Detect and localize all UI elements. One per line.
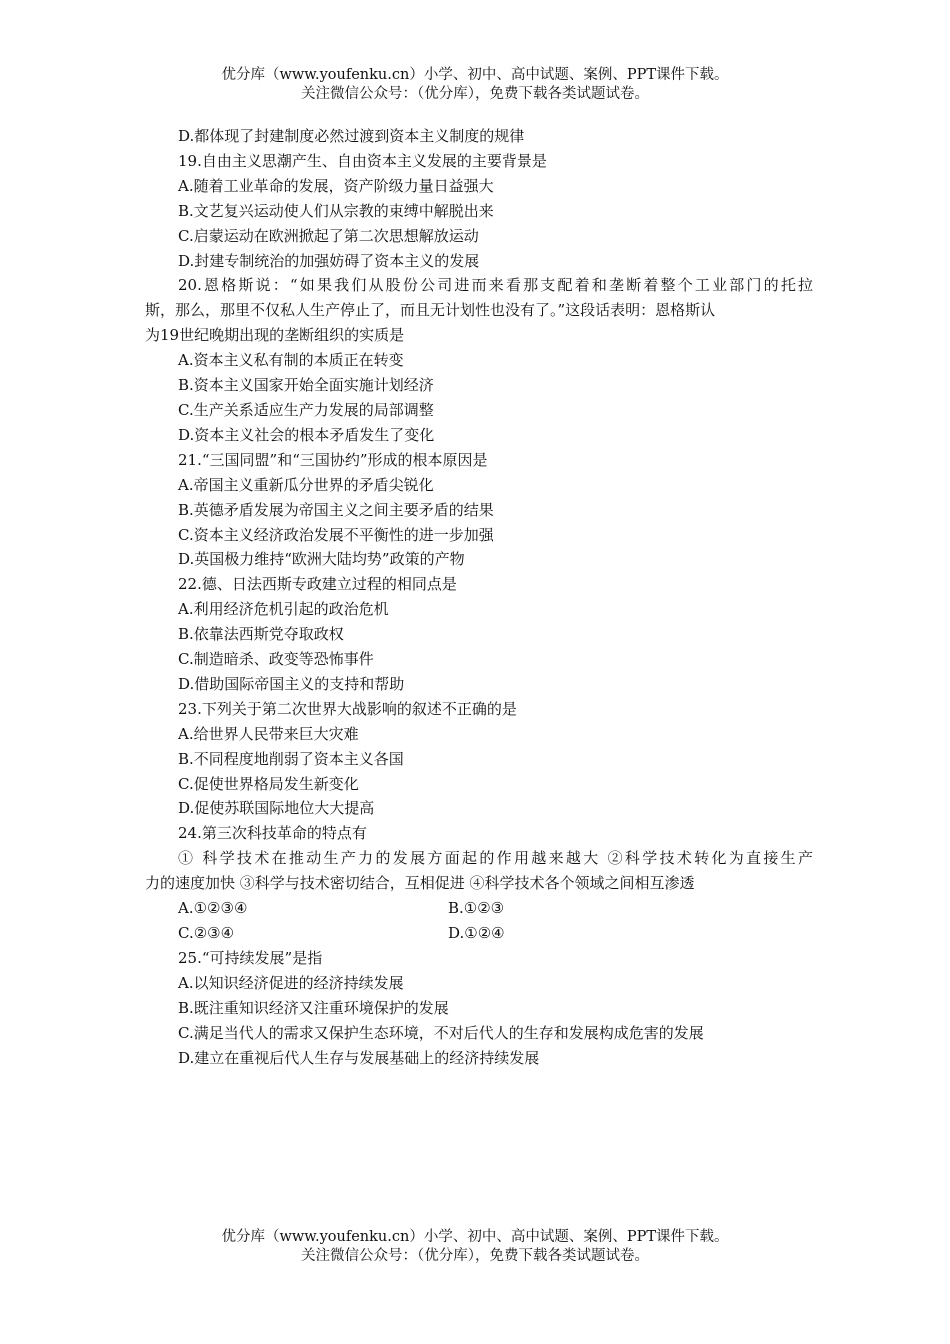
q24-option-b: B.①②③	[448, 899, 505, 918]
q25-option-b: B.既注重知识经济又注重环境保护的发展	[178, 998, 449, 1017]
q24-option-a: A.①②③④	[178, 899, 248, 918]
q25-option-a: A.以知识经济促进的经济持续发展	[178, 973, 404, 992]
q23-option-b: B.不同程度地削弱了资本主义各国	[178, 749, 404, 768]
q21-option-d: D.英国极力维持“欧洲大陆均势”政策的产物	[178, 550, 465, 569]
q19-option-a: A.随着工业革命的发展，资产阶级力量日益强大	[178, 176, 494, 195]
q20-stem-line-1: 20.恩格斯说：“如果我们从股份公司进而来看那支配着和垄断着整个工业部门的托拉	[178, 276, 813, 295]
q20-option-a: A.资本主义私有制的本质正在转变	[178, 351, 404, 370]
q24-items-line-2: 力的速度加快 ③科学与技术密切结合，互相促进 ④科学技术各个领域之间相互渗透	[145, 874, 695, 893]
q22-option-b: B.依靠法西斯党夺取政权	[178, 625, 344, 644]
footer-line-1: 优分库（www.youfenku.cn）小学、初中、高中试题、案例、PPT课件下载。	[221, 1229, 729, 1245]
q23-option-a: A.给世界人民带来巨大灾难	[178, 724, 359, 743]
q19-option-c: C.启蒙运动在欧洲掀起了第二次思想解放运动	[178, 226, 479, 245]
q24-options-row-1	[145, 896, 813, 921]
footer-line-2: 关注微信公众号：（优分库），免费下载各类试题试卷。	[301, 1248, 649, 1264]
q21-option-b: B.英德矛盾发展为帝国主义之间主要矛盾的结果	[178, 500, 494, 519]
q20-option-c: C.生产关系适应生产力发展的局部调整	[178, 400, 434, 419]
q21-option-c: C.资本主义经济政治发展不平衡性的进一步加强	[178, 525, 494, 544]
q24-items-line-1: ① 科学技术在推动生产力的发展方面起的作用越来越大 ②科学技术转化为直接生产	[178, 849, 813, 868]
q19-option-d: D.封建专制统治的加强妨碍了资本主义的发展	[178, 251, 480, 270]
q25-option-d: D.建立在重视后代人生存与发展基础上的经济持续发展	[178, 1048, 540, 1067]
q24-option-d: D.①②④	[448, 924, 505, 942]
header-line-1: 优分库（www.youfenku.cn）小学、初中、高中试题、案例、PPT课件下载。	[221, 67, 729, 83]
page-header	[0, 66, 950, 104]
q22-option-c: C.制造暗杀、政变等恐怖事件	[178, 650, 374, 669]
q20-option-b: B.资本主义国家开始全面实施计划经济	[178, 376, 434, 395]
q21-option-a: A.帝国主义重新瓜分世界的矛盾尖锐化	[178, 475, 434, 494]
q24-stem: 24.第三次科技革命的特点有	[178, 824, 367, 843]
q25-option-c: C.满足当代人的需求又保护生态环境，不对后代人的生存和发展构成危害的发展	[178, 1023, 704, 1042]
page-footer	[0, 1228, 950, 1266]
q20-stem-line-2: 斯，那么，那里不仅私人生产停止了，而且无计划性也没有了。”这段话表明：恩格斯认	[145, 301, 716, 320]
q23-option-c: C.促使世界格局发生新变化	[178, 774, 359, 793]
q19-option-b: B.文艺复兴运动使人们从宗教的束缚中解脱出来	[178, 201, 494, 220]
q20-stem-line-3: 为19世纪晚期出现的垄断组织的实质是	[145, 326, 405, 345]
q21-stem: 21.“三国同盟”和“三国协约”形成的根本原因是	[178, 450, 488, 469]
q19-stem: 19.自由主义思潮产生、自由资本主义发展的主要背景是	[178, 151, 547, 170]
q22-option-a: A.利用经济危机引起的政治危机	[178, 600, 389, 619]
document-body	[145, 124, 813, 1070]
q23-option-d: D.促使苏联国际地位大大提高	[178, 799, 375, 818]
q24-option-c: C.②③④	[178, 924, 235, 942]
header-line-2: 关注微信公众号：（优分库），免费下载各类试题试卷。	[301, 86, 649, 102]
q22-option-d: D.借助国际帝国主义的支持和帮助	[178, 674, 405, 693]
q22-stem: 22.德、日法西斯专政建立过程的相同点是	[178, 575, 457, 594]
q18-option-d: D.都体现了封建制度必然过渡到资本主义制度的规律	[178, 127, 525, 145]
q25-stem: 25.“可持续发展”是指	[178, 948, 323, 967]
q20-option-d: D.资本主义社会的根本矛盾发生了变化	[178, 425, 435, 444]
q24-options-row-2	[145, 921, 813, 946]
q23-stem: 23.下列关于第二次世界大战影响的叙述不正确的是	[178, 699, 517, 718]
